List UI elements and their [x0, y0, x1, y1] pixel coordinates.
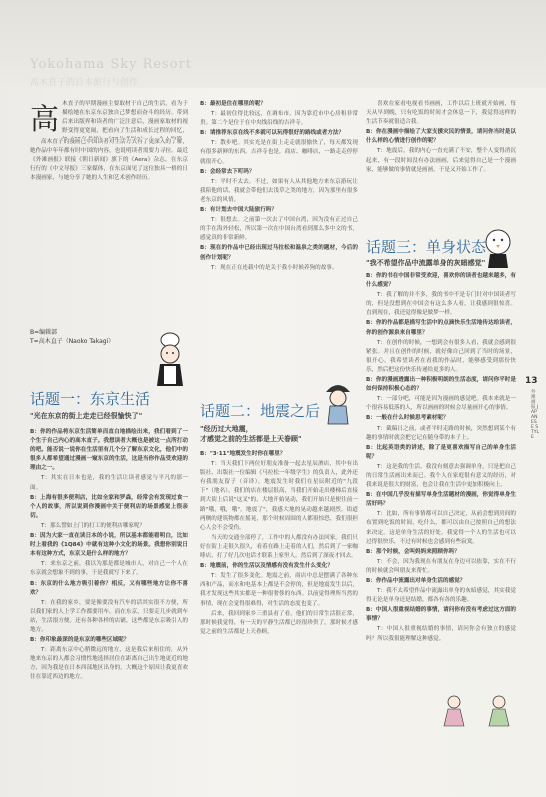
question-paragraph: B：那个时候，会叫妈妈来照顾你吗？	[366, 548, 460, 555]
answer-paragraph: T：地震后，我的内心一直充满了不安，整个人变得消沉起来，有一段时间没有办法画画，后来觉得自己是一个漫画家，能够做的事情就是画画，于是又开始工作了。	[366, 148, 516, 173]
question-paragraph: B：你的书在中国非常受欢迎，喜欢你的读者也越来越多，有什么感觉？	[366, 273, 516, 289]
answer-paragraph: T：我不太希望作品中流露出单身的灰暗感觉，其实我觉得无论是单身还是结婚，都各有各的乐趣。	[366, 588, 516, 604]
section2-subtitle	[200, 424, 358, 444]
question-paragraph: B：请推荐东京在线不多就可以玩得很好的路线或者方法？	[200, 130, 345, 137]
answer-paragraph: T：平时不太去。不过，如果有人从其他地方来东京游玩让我陪他的话，我就会带他们去浅草之类的地方，因为那里有很多老东京的风情。	[200, 178, 358, 203]
question-paragraph: B：你的漫画透露出一种积极明朗的生活态度，请问你平时是如何保持积极心态的？	[366, 377, 516, 393]
intro-text-rest	[30, 138, 188, 316]
question-paragraph: B："3·11"地震发生时你在哪里？	[200, 451, 286, 457]
traveler-doll-illustration-icon	[318, 378, 358, 428]
byline-editor: B=编辑部	[30, 329, 58, 336]
answer-paragraph: 喜欢在家看电视看书画画，工作以后上班就开始画，每天从早到晚，只有吃饭的时间才会休息一下，我觉得这样的生活节奏就很适合我。	[366, 101, 516, 126]
answer-paragraph: T：距离东京中心稍微远的地方，这是我后来租住的，从外地来东京的人都会习惯性地选择居住在距离自己出生地更近的地方，因为我是在日本西部地区出身的，大概这个原因让我更喜欢住在靠近西边的地方。	[30, 647, 188, 681]
byline	[30, 328, 114, 346]
intro-text-top	[62, 100, 188, 138]
section3-subtitle: "我不希望作品中流露单身的灰暗感觉"	[366, 259, 486, 267]
question-paragraph: B：最初是住在哪里的呢？	[200, 101, 266, 107]
answer-paragraph: T：我了解的并不多，我的书中不是专门针对中国读者写的，但是没想到在中国会有这么多人看，让我感到很惊喜。直到现在，我还觉得像是做梦一样。	[366, 292, 516, 317]
watermark-title: Yokohama Sky Resort	[30, 57, 192, 72]
question-paragraph: B：现在的作品中已经出现过马拉松和温泉之类的题材，今后的创作计划呢？	[200, 245, 358, 261]
answer-paragraph: T：这是我的生活。我没有刻意去强调单身，只是把自己的日常生活画出来而已。我个人在家庭很有意义的经历，对我来说是很大的财富，也会让我在生活中更加积极向上。	[366, 463, 516, 489]
chef-doll-illustration-icon	[150, 330, 190, 390]
drop-cap: 高	[30, 102, 60, 136]
answer-paragraph: T：比如，所有事情都可以自己决定，从前会想到房间的布置到吃饭的时间，吃什么，都可以由自己按照自己的想法来决定。这是单身生活的好处。我觉得一个人的生活也可以过得很快乐，不过有时候也会感到有些寂寞。	[366, 511, 516, 545]
section1-body	[30, 428, 188, 776]
section2-subtitle-line1: "经历过大地震，	[200, 425, 253, 433]
answer-paragraph: 当天的交通全部停了，工作中的人都没有办法回家。我们只好在街上走很久很久，看着在路上走着的人们，然后到了一家咖啡店，打了好几次电话才联系上家里人，然后到了深夜才回去。	[200, 534, 358, 560]
byline-takagi: T=高木直子（Naoko Takagi）	[30, 338, 115, 345]
section1-continued	[200, 100, 358, 370]
section2-title: 话题二：地震之后	[200, 402, 321, 420]
answer-paragraph: T：很想去。之前第一次去了中国台湾，因为没有正过自己的手在海外轻松，所以第一次在中国台湾看到那么多中文的书，感觉真的非常新鲜。	[200, 217, 358, 242]
question-paragraph: B：地震前，你的生活以及情感有没有发生什么变化？	[200, 563, 333, 570]
answer-paragraph: T：在我的家乡，要是像要没有汽车的话其实很不方便，所以我们家的人上学工作都要用车。而在东京，只要走几步就到车站，生活很方便。还有各种各样的店铺，这些都是东京吸引人的地方。	[30, 599, 188, 633]
answer-paragraph: 后来，我回到家乡三重县看了看，他们的日常生活很正常，那时候我觉得，有一天的平静生活都已经很珍贵了，那时候才感觉之前的生活都是上天眷顾。	[200, 610, 358, 635]
question-paragraph: B：在中国几乎没有描写单身生活题材的漫画，你觉得单身生活好吗？	[366, 492, 516, 508]
answer-paragraph: T：截稿日之前，或者平时走路的时候，突然想到某个有趣的事情时就会把它记在随身带的本子上。	[366, 425, 516, 441]
answer-paragraph: T：不会，因为我现在有朋友在身边可以依靠，实在不行的时候就会叫朋友来帮忙。	[366, 558, 516, 574]
question-paragraph: B：比起英语类的讲述，除了是更喜欢描写自己的单身生活呢？	[366, 444, 516, 460]
answer-paragraph: T：最初住得比较远，在调布市。因为靠近市中心房租非常贵。第二个是位于在中央线沿线的吉祥寺。	[200, 111, 358, 127]
answer-paragraph: T：中国人很重视结婚的事情，请问你会有独立的感觉吗？所以我很能理解这种感觉。	[366, 626, 516, 642]
answer-paragraph: T：现在正在连载中的是关于我小时候养狗的故事。	[211, 264, 338, 271]
question-paragraph: B：你的作品将东京生活简单而直白地描绘出来，我们看到了一个生于自己内心的高木直子。我想读者大概也是被这一点所打动的吧。能否说一说你在生活里有几个分了解东京文化，他们中的很多人都希望通过漫画一窥东京的生活，这是当你作品受欢迎的理由之一。	[30, 429, 188, 472]
answer-paragraph: T：发生了很多变化。地震之前，商店中总是摆满了各种东西和产品，而水和电基本上都是不会停的，但是地震发生以后，我才发现这些其实都是一种很奢侈的东西。以前觉得理所当然的事情，现在会觉得很难得，对生活的态度也变了。	[200, 573, 358, 607]
question-paragraph: B：你的作品都是描写生活中的点滴快乐生活地传达给读者，你的创作源泉来自哪里？	[366, 320, 516, 336]
question-paragraph: B：会经常去下町吗？	[200, 168, 255, 175]
section-label: 外滩画报 JAPANESE STYLE	[531, 390, 540, 440]
question-paragraph: B：你印象最深的是东京的哪些区域呢？	[30, 637, 130, 644]
intro-paragraph-2: 高木直子的漫画已中国读者对生活方式有了更深入的了解，她作品中年年都有时中国的内容，也说明读者需要力寻拉。最近《外滩画报》联接《朝日新闻》旗下的《Aera》杂志，在东京行行的《中文导报》三家媒体，在东京面见了这位独具一格的日本漫画家，与她分享了她的人生和艺术创作经历。	[30, 139, 188, 182]
section2-body	[200, 450, 358, 776]
dancing-girls-illustration-icon	[434, 692, 524, 732]
section3-title: 话题三：单身状态	[366, 238, 487, 256]
question-paragraph: B：因为大家一直在读日本的小说，所以基本都能看明白，比如时上看我的《1Q84》中就有这种小文化的场景。我想你别说日本有这种方式，东京又是什么样的地方？	[30, 533, 188, 558]
section2-subtitle-line2: 才感觉之前的生活都是上天眷顾"	[200, 435, 302, 443]
intro-paragraph: 木直子的早期漫画主要取材于自己的生活，看为于描绘她在东京东京独自己梦想而奋斗的经历。带到后来出版界和读者的广泛注意后，漫画家取材的视野变得更宽阔，把看向了生活和成长过程的回忆，	[62, 101, 188, 135]
question-paragraph: B：中国人很重视结婚的事情，请问你有没有考虑过这方面的事情？	[366, 607, 516, 623]
answer-paragraph: T：当天我们下两位好朋友准备一起去星辰酒店，其中有出版社、出版社一位编辑《马拉松一年级学生》的负责人，此外还有我朋友留子（音译）。地震发生时我们在星辰附近的"九段下"（地名）。我们的店在楼层很高，当我们开始走出楼梯后直接到大街上后说"这叉"的，大地开始晃动，我们开始只是便往前一路"哦，哦，哦"，地震了"，我感大地的晃动越来越剧烈。街道两侧的建筑物都在摇晃，那个时候周围的人都很惊恐，我们很担心人会不会受伤。	[200, 461, 358, 531]
watermark-subtitle: 高木直子的日本旅行与创作	[30, 78, 139, 88]
answer-paragraph: T：其实在日本也是，我的生活让读者感觉与平凡的那一面。	[30, 475, 188, 491]
section2-continued	[366, 100, 516, 230]
question-paragraph: B：东京的什么地方吸引着你？相反，又有哪些地方让你不喜欢？	[30, 580, 188, 596]
section1-subtitle: "光在东京的街上走走已经很愉快了"	[30, 412, 143, 420]
question-paragraph: B：上海有很多便利店，比如全家和罗森，经常会有发现过食一个人的故事，所以说到你漫画中关于便利店的场景感觉上很亲切。	[30, 494, 188, 519]
question-paragraph: B：你在漫画中描绘了大家支援灾民的情景，请问你当时是以什么样的心情进行创作的呢？	[366, 129, 516, 145]
question-paragraph: B：有计划去中国大陆旅行吗？	[200, 207, 277, 214]
page-number: 13	[525, 376, 538, 386]
section1-title: 话题一：东京生活	[30, 390, 151, 408]
answer-paragraph: T：一部分吧，可能是因为漫画的感觉吧。我本来就是一个很容易低落的人，所以画画的时候会尽量画开心的事情。	[366, 396, 516, 412]
question-paragraph: B：你作品中流露出对单身生活的感觉？	[366, 578, 466, 584]
answer-paragraph: T：那么譬如上门的打工的便利店哪家呢？	[41, 522, 146, 529]
answer-paragraph: T：散步吧。其实光是在街上走走就很愉快了，每天都发现有很多新鲜的东西。吉祥寺也是，商店、咖啡店，一路走走停停就很开心。	[200, 140, 358, 165]
answer-paragraph: T：在创作的时候，一想到会有很多人看，我就会感到很紧张。并且在创作的时候，就好像自己回到了当时的场景，很开心。我希望读者在看我的作品时，能够感受到那份快乐，然后把这份快乐传递给更多的人。	[366, 339, 516, 373]
answer-paragraph: T：来东京之前，我以为那是都是城市人，对自己一个人在东京就会想象不到的事，于是我就写下来了。	[30, 561, 188, 577]
question-paragraph: B：一般在什么时候思考素材呢？	[366, 415, 449, 422]
